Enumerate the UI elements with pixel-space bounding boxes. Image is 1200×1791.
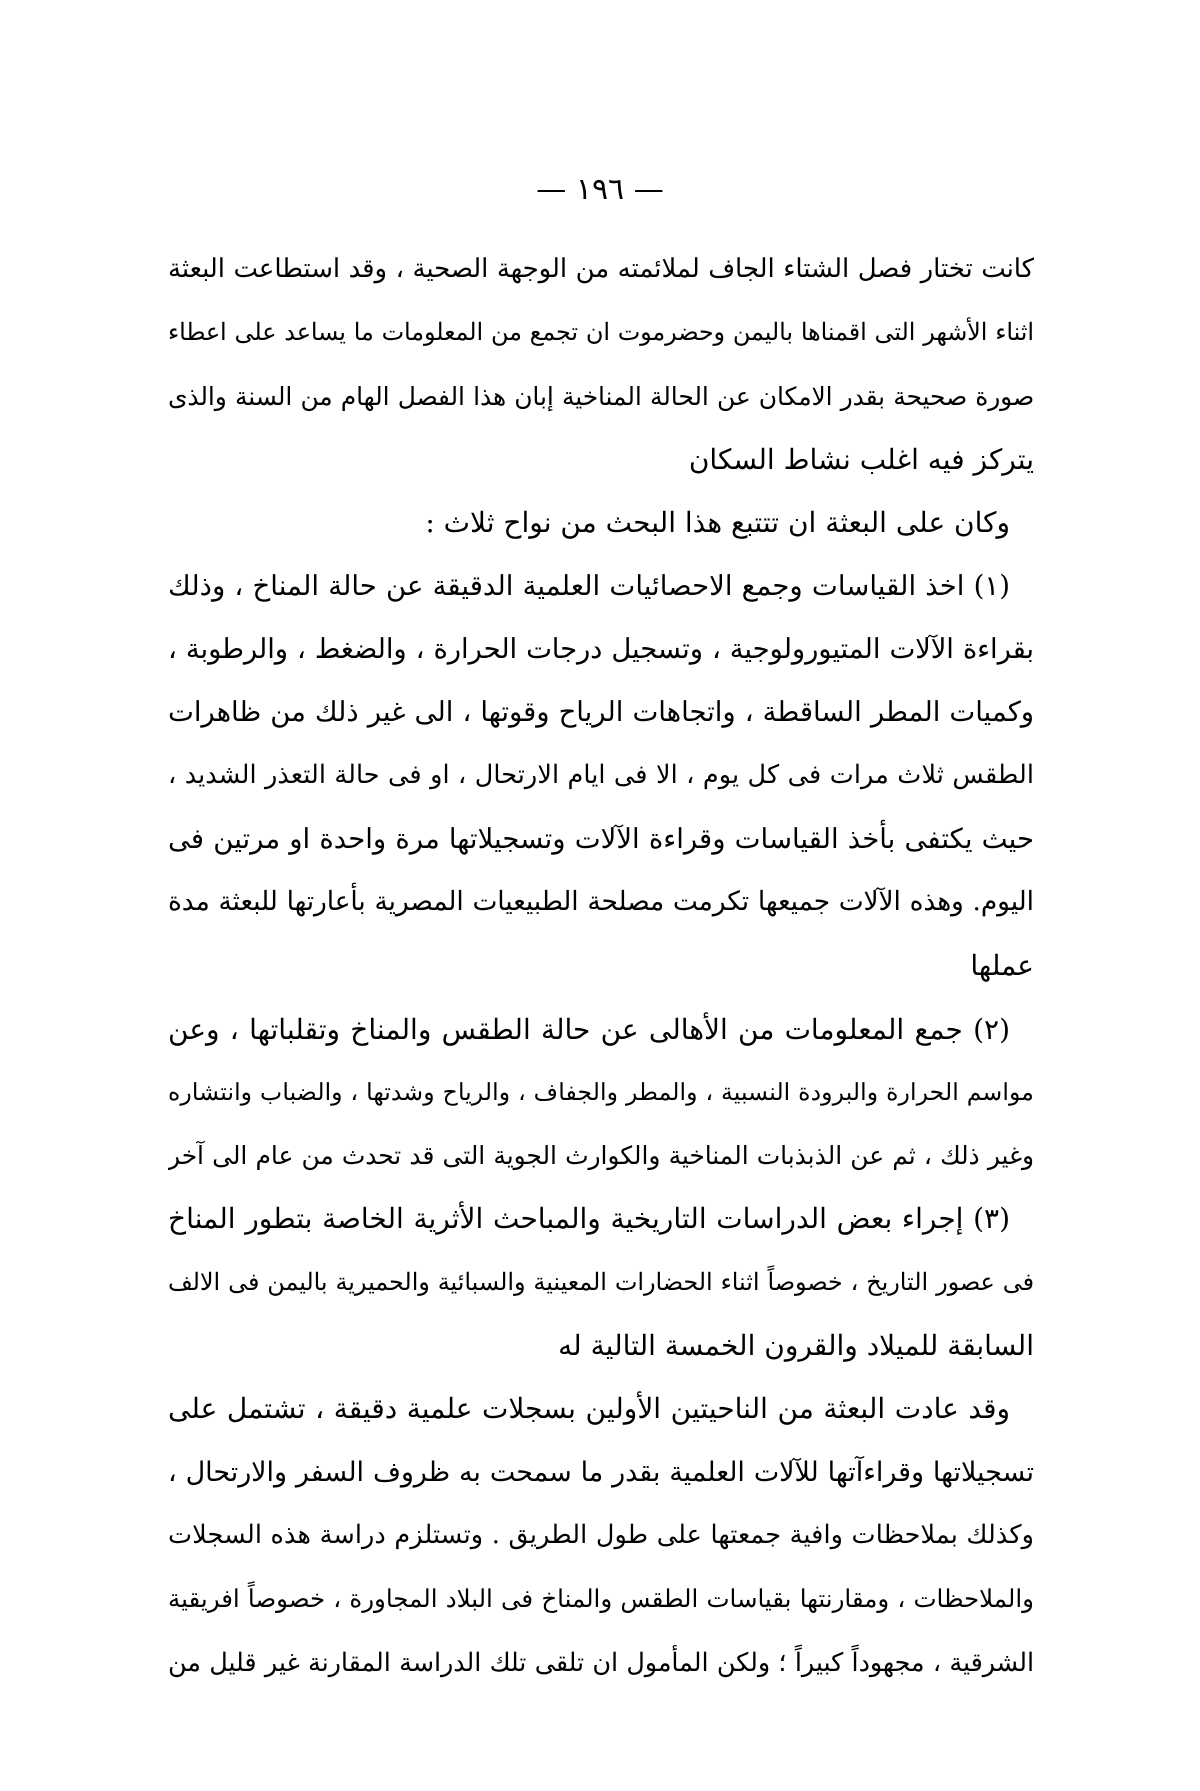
text-line: اثناء الأشهر التى اقمناها باليمن وحضرموت ان تجمع من المعلومات ما يساعد على اعطاء (168, 318, 1034, 347)
text-line: عملها (970, 949, 1034, 983)
text-line: صورة صحيحة بقدر الامكان عن الحالة المناخية إبان هذا الفصل الهام من السنة والذى (168, 381, 1034, 411)
body-text (168, 238, 1034, 1694)
text-line: الشرقية ، مجهوداً كبيراً ؛ ولكن المأمول ان تلقى تلك الدراسة المقارنة غير قليل من (168, 1646, 1034, 1677)
text-line: (٣) إجراء بعض الدراسات التاريخية والمباحث الأثرية الخاصة بتطور المناخ (168, 1202, 1010, 1236)
text-line: بقراءة الآلات المتيورولوجية ، وتسجيل درجات الحرارة ، والضغط ، والرطوبة ، (168, 633, 1034, 665)
text-line: كانت تختار فصل الشتاء الجاف لملائمته من الوجهة الصحية ، وقد استطاعت البعثة (168, 254, 1034, 284)
text-line: وكان على البعثة ان تتتبع هذا البحث من نواح ثلاث : (425, 506, 1010, 540)
text-line: السابقة للميلاد والقرون الخمسة التالية له (558, 1329, 1034, 1363)
page-number: — ١٩٦ — (536, 172, 664, 207)
text-line: والملاحظات ، ومقارنتها بقياسات الطقس والمناخ فى البلاد المجاورة ، خصوصاً افريقية (168, 1584, 1034, 1614)
text-line: اليوم. وهذه الآلات جميعها تكرمت مصلحة الطبيعيات المصرية بأعارتها للبعثة مدة (168, 886, 1034, 917)
text-line: مواسم الحرارة والبرودة النسبية ، والمطر والجفاف ، والرياح وشدتها ، والضباب وانتشاره (168, 1077, 1034, 1106)
text-line: فى عصور التاريخ ، خصوصاً اثناء الحضارات المعينية والسبائية والحميرية باليمن فى الالف (168, 1267, 1034, 1296)
text-line: (١) اخذ القياسات وجمع الاحصائيات العلمية الدقيقة عن حالة المناخ ، وذلك (168, 569, 1010, 603)
text-line: (٢) جمع المعلومات من الأهالى عن حالة الطقس والمناخ وتقلباتها ، وعن (168, 1012, 1010, 1046)
text-line: تسجيلاتها وقراءآتها للآلات العلمية بقدر ما سمحت به ظروف السفر والارتحال ، (168, 1456, 1034, 1488)
text-line: وكميات المطر الساقطة ، واتجاهات الرياح وقوتها ، الى غير ذلك من ظاهرات (168, 697, 1034, 729)
text-line: وقد عادت البعثة من الناحيتين الأولين بسجلات علمية دقيقة ، تشتمل على (168, 1392, 1010, 1426)
text-line: حيث يكتفى بأخذ القياسات وقراءة الآلات وتسجيلاتها مرة واحدة او مرتين فى (168, 822, 1034, 855)
text-line: وغير ذلك ، ثم عن الذبذبات المناخية والكوارث الجوية التى قد تحدث من عام الى آخر (168, 1141, 1034, 1171)
text-line: وكذلك بملاحظات وافية جمعتها على طول الطريق . وتستلزم دراسة هذه السجلات (168, 1519, 1034, 1550)
text-line: يتركز فيه اغلب نشاط السكان (688, 442, 1034, 476)
text-line: الطقس ثلاث مرات فى كل يوم ، الا فى ايام الارتحال ، او فى حالة التعذر الشديد ، (168, 760, 1034, 791)
